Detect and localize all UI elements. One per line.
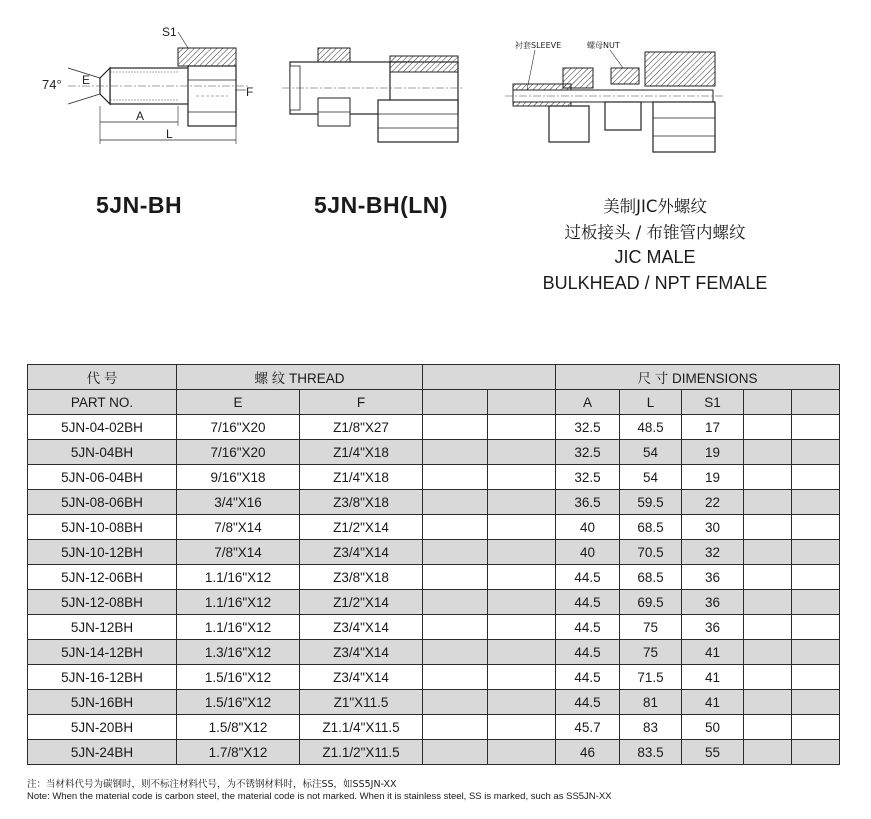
thread-f-cell: Z1/2"X14	[300, 515, 423, 540]
thread-e-cell: 9/16"X18	[177, 465, 300, 490]
product-description	[510, 194, 800, 296]
header-col-a: A	[556, 390, 620, 415]
table-header-row-2	[28, 390, 840, 415]
a-label: A	[136, 109, 145, 123]
description-cn-line-2: 过板接头 / 布锥管内螺纹	[564, 222, 746, 242]
header-col-e: E	[177, 390, 300, 415]
part-no-cell: 5JN-08-06BH	[28, 490, 177, 515]
blank-cell	[744, 740, 792, 765]
part-no-cell: 5JN-10-08BH	[28, 515, 177, 540]
header-code-cn: 代 号	[28, 365, 177, 390]
blank-cell	[488, 415, 556, 440]
table-row	[28, 640, 840, 665]
blank-cell	[423, 540, 488, 565]
dim-l-cell: 68.5	[620, 565, 682, 590]
thread-e-cell: 7/8"X14	[177, 515, 300, 540]
blank-cell	[792, 415, 840, 440]
dim-a-cell: 40	[556, 540, 620, 565]
part-no-cell: 5JN-12BH	[28, 615, 177, 640]
table-row	[28, 665, 840, 690]
dim-s1-cell: 19	[682, 440, 744, 465]
specification-table	[27, 364, 840, 765]
header-col-blank-4	[792, 390, 840, 415]
blank-cell	[744, 640, 792, 665]
blank-cell	[792, 665, 840, 690]
blank-cell	[423, 515, 488, 540]
thread-e-cell: 1.7/8"X12	[177, 740, 300, 765]
blank-cell	[423, 715, 488, 740]
part-no-cell: 5JN-16BH	[28, 690, 177, 715]
fitting-drawing-sleeve-nut	[505, 38, 725, 158]
blank-cell	[488, 565, 556, 590]
blank-cell	[488, 590, 556, 615]
blank-cell	[792, 565, 840, 590]
thread-e-cell: 1.3/16"X12	[177, 640, 300, 665]
thread-e-cell: 1.5/16"X12	[177, 665, 300, 690]
dim-a-cell: 44.5	[556, 590, 620, 615]
dim-s1-cell: 22	[682, 490, 744, 515]
dim-l-cell: 75	[620, 640, 682, 665]
blank-cell	[488, 515, 556, 540]
dim-s1-cell: 55	[682, 740, 744, 765]
blank-cell	[744, 515, 792, 540]
table-row	[28, 690, 840, 715]
table-row	[28, 715, 840, 740]
blank-cell	[744, 565, 792, 590]
dim-l-cell: 71.5	[620, 665, 682, 690]
f-label: F	[246, 85, 254, 99]
thread-f-cell: Z1/2"X14	[300, 590, 423, 615]
part-no-cell: 5JN-14-12BH	[28, 640, 177, 665]
blank-cell	[744, 590, 792, 615]
blank-cell	[423, 665, 488, 690]
blank-cell	[488, 715, 556, 740]
description-en-line-2: BULKHEAD / NPT FEMALE	[542, 272, 768, 293]
note-english: Note: When the material code is carbon steel, the material code is not marked. When it is stainless steel, SS is marked, such as SS5JN-XX	[27, 791, 612, 802]
thread-f-cell: Z3/4"X14	[300, 540, 423, 565]
table-row	[28, 565, 840, 590]
thread-f-cell: Z1.1/4"X11.5	[300, 715, 423, 740]
blank-cell	[488, 740, 556, 765]
table-row	[28, 740, 840, 765]
dim-a-cell: 44.5	[556, 690, 620, 715]
header-thread: 螺 纹 THREAD	[177, 365, 423, 390]
blank-cell	[792, 640, 840, 665]
blank-cell	[744, 540, 792, 565]
nut-label: 螺母NUT	[587, 41, 620, 50]
blank-cell	[423, 740, 488, 765]
blank-cell	[488, 490, 556, 515]
part-no-cell: 5JN-10-12BH	[28, 540, 177, 565]
dim-a-cell: 40	[556, 515, 620, 540]
description-en-line-1: JIC MALE	[614, 247, 696, 267]
thread-e-cell: 7/8"X14	[177, 540, 300, 565]
dim-s1-cell: 41	[682, 690, 744, 715]
dim-l-cell: 69.5	[620, 590, 682, 615]
blank-cell	[792, 490, 840, 515]
blank-cell	[423, 465, 488, 490]
dim-a-cell: 44.5	[556, 615, 620, 640]
dim-s1-cell: 50	[682, 715, 744, 740]
blank-cell	[488, 540, 556, 565]
thread-e-cell: 7/16"X20	[177, 440, 300, 465]
blank-cell	[744, 465, 792, 490]
dim-l-cell: 75	[620, 615, 682, 640]
blank-cell	[488, 465, 556, 490]
thread-e-cell: 1.1/16"X12	[177, 615, 300, 640]
thread-e-cell: 3/4"X16	[177, 490, 300, 515]
thread-f-cell: Z1.1/2"X11.5	[300, 740, 423, 765]
dim-s1-cell: 19	[682, 465, 744, 490]
table-row	[28, 590, 840, 615]
dim-a-cell: 44.5	[556, 565, 620, 590]
part-no-cell: 5JN-24BH	[28, 740, 177, 765]
blank-cell	[488, 615, 556, 640]
dim-l-cell: 54	[620, 465, 682, 490]
blank-cell	[744, 665, 792, 690]
blank-cell	[792, 515, 840, 540]
header-part-no: PART NO.	[28, 390, 177, 415]
header-col-blank-1	[423, 390, 488, 415]
thread-f-cell: Z1"X11.5	[300, 690, 423, 715]
thread-f-cell: Z3/8"X18	[300, 565, 423, 590]
part-no-cell: 5JN-04-02BH	[28, 415, 177, 440]
model-label-bh-ln: 5JN-BH(LN)	[314, 192, 449, 218]
table-row	[28, 615, 840, 640]
dim-a-cell: 32.5	[556, 415, 620, 440]
header-blank	[423, 365, 556, 390]
dim-l-cell: 81	[620, 690, 682, 715]
header-col-f: F	[300, 390, 423, 415]
thread-e-cell: 1.5/16"X12	[177, 690, 300, 715]
blank-cell	[744, 715, 792, 740]
header-col-s1: S1	[682, 390, 744, 415]
header-col-blank-3	[744, 390, 792, 415]
thread-e-cell: 1.1/16"X12	[177, 565, 300, 590]
part-no-cell: 5JN-16-12BH	[28, 665, 177, 690]
dim-a-cell: 44.5	[556, 665, 620, 690]
table-row	[28, 515, 840, 540]
sleeve-label: 衬套SLEEVE	[515, 41, 562, 50]
dim-a-cell: 36.5	[556, 490, 620, 515]
dim-s1-cell: 41	[682, 640, 744, 665]
dim-l-cell: 83	[620, 715, 682, 740]
dim-s1-cell: 36	[682, 565, 744, 590]
header-dimensions: 尺 寸 DIMENSIONS	[556, 365, 840, 390]
dim-a-cell: 44.5	[556, 640, 620, 665]
thread-e-cell: 7/16"X20	[177, 415, 300, 440]
blank-cell	[744, 415, 792, 440]
blank-cell	[792, 590, 840, 615]
thread-f-cell: Z3/4"X14	[300, 665, 423, 690]
table-body	[28, 415, 840, 765]
blank-cell	[423, 690, 488, 715]
dim-a-cell: 46	[556, 740, 620, 765]
thread-f-cell: Z3/4"X14	[300, 615, 423, 640]
thread-f-cell: Z1/8"X27	[300, 415, 423, 440]
blank-cell	[423, 615, 488, 640]
blank-cell	[792, 690, 840, 715]
table-row	[28, 490, 840, 515]
s1-label: S1	[162, 25, 177, 39]
part-no-cell: 5JN-04BH	[28, 440, 177, 465]
dim-l-cell: 54	[620, 440, 682, 465]
table-row	[28, 465, 840, 490]
header-col-l: L	[620, 390, 682, 415]
blank-cell	[488, 640, 556, 665]
dim-a-cell: 32.5	[556, 440, 620, 465]
l-label: L	[166, 127, 173, 141]
note-chinese: 注：当材料代号为碳钢时，则不标注材料代号，为不锈钢材料时，标注SS，如SS5JN-XX	[27, 779, 397, 790]
blank-cell	[744, 690, 792, 715]
table-header-row-1	[28, 365, 840, 390]
part-no-cell: 5JN-20BH	[28, 715, 177, 740]
blank-cell	[488, 665, 556, 690]
dim-s1-cell: 32	[682, 540, 744, 565]
table-row	[28, 540, 840, 565]
table-row	[28, 440, 840, 465]
dim-a-cell: 32.5	[556, 465, 620, 490]
blank-cell	[792, 440, 840, 465]
blank-cell	[792, 740, 840, 765]
blank-cell	[423, 640, 488, 665]
blank-cell	[423, 415, 488, 440]
dim-l-cell: 59.5	[620, 490, 682, 515]
header-col-blank-2	[488, 390, 556, 415]
part-no-cell: 5JN-12-08BH	[28, 590, 177, 615]
blank-cell	[488, 690, 556, 715]
blank-cell	[423, 565, 488, 590]
part-no-cell: 5JN-12-06BH	[28, 565, 177, 590]
dim-s1-cell: 17	[682, 415, 744, 440]
blank-cell	[488, 440, 556, 465]
blank-cell	[423, 440, 488, 465]
model-label-bh: 5JN-BH	[96, 192, 183, 218]
dim-l-cell: 83.5	[620, 740, 682, 765]
dim-l-cell: 48.5	[620, 415, 682, 440]
dim-l-cell: 70.5	[620, 540, 682, 565]
part-no-cell: 5JN-06-04BH	[28, 465, 177, 490]
blank-cell	[792, 615, 840, 640]
dim-s1-cell: 36	[682, 615, 744, 640]
fitting-drawing-ln	[282, 40, 462, 155]
description-cn-line-1: 美制JIC外螺纹	[603, 197, 707, 216]
e-label: E	[82, 73, 91, 87]
dim-a-cell: 45.7	[556, 715, 620, 740]
thread-f-cell: Z1/4"X18	[300, 465, 423, 490]
blank-cell	[792, 540, 840, 565]
dim-s1-cell: 30	[682, 515, 744, 540]
blank-cell	[792, 465, 840, 490]
dim-l-cell: 68.5	[620, 515, 682, 540]
blank-cell	[792, 715, 840, 740]
dim-s1-cell: 41	[682, 665, 744, 690]
blank-cell	[744, 440, 792, 465]
blank-cell	[744, 490, 792, 515]
table-row	[28, 415, 840, 440]
dim-s1-cell: 36	[682, 590, 744, 615]
blank-cell	[423, 590, 488, 615]
thread-e-cell: 1.1/16"X12	[177, 590, 300, 615]
angle-label: 74°	[42, 77, 62, 92]
thread-f-cell: Z1/4"X18	[300, 440, 423, 465]
thread-f-cell: Z3/4"X14	[300, 640, 423, 665]
blank-cell	[423, 490, 488, 515]
thread-e-cell: 1.5/8"X12	[177, 715, 300, 740]
blank-cell	[744, 615, 792, 640]
thread-f-cell: Z3/8"X18	[300, 490, 423, 515]
fitting-drawing-dimensioned	[28, 22, 258, 152]
